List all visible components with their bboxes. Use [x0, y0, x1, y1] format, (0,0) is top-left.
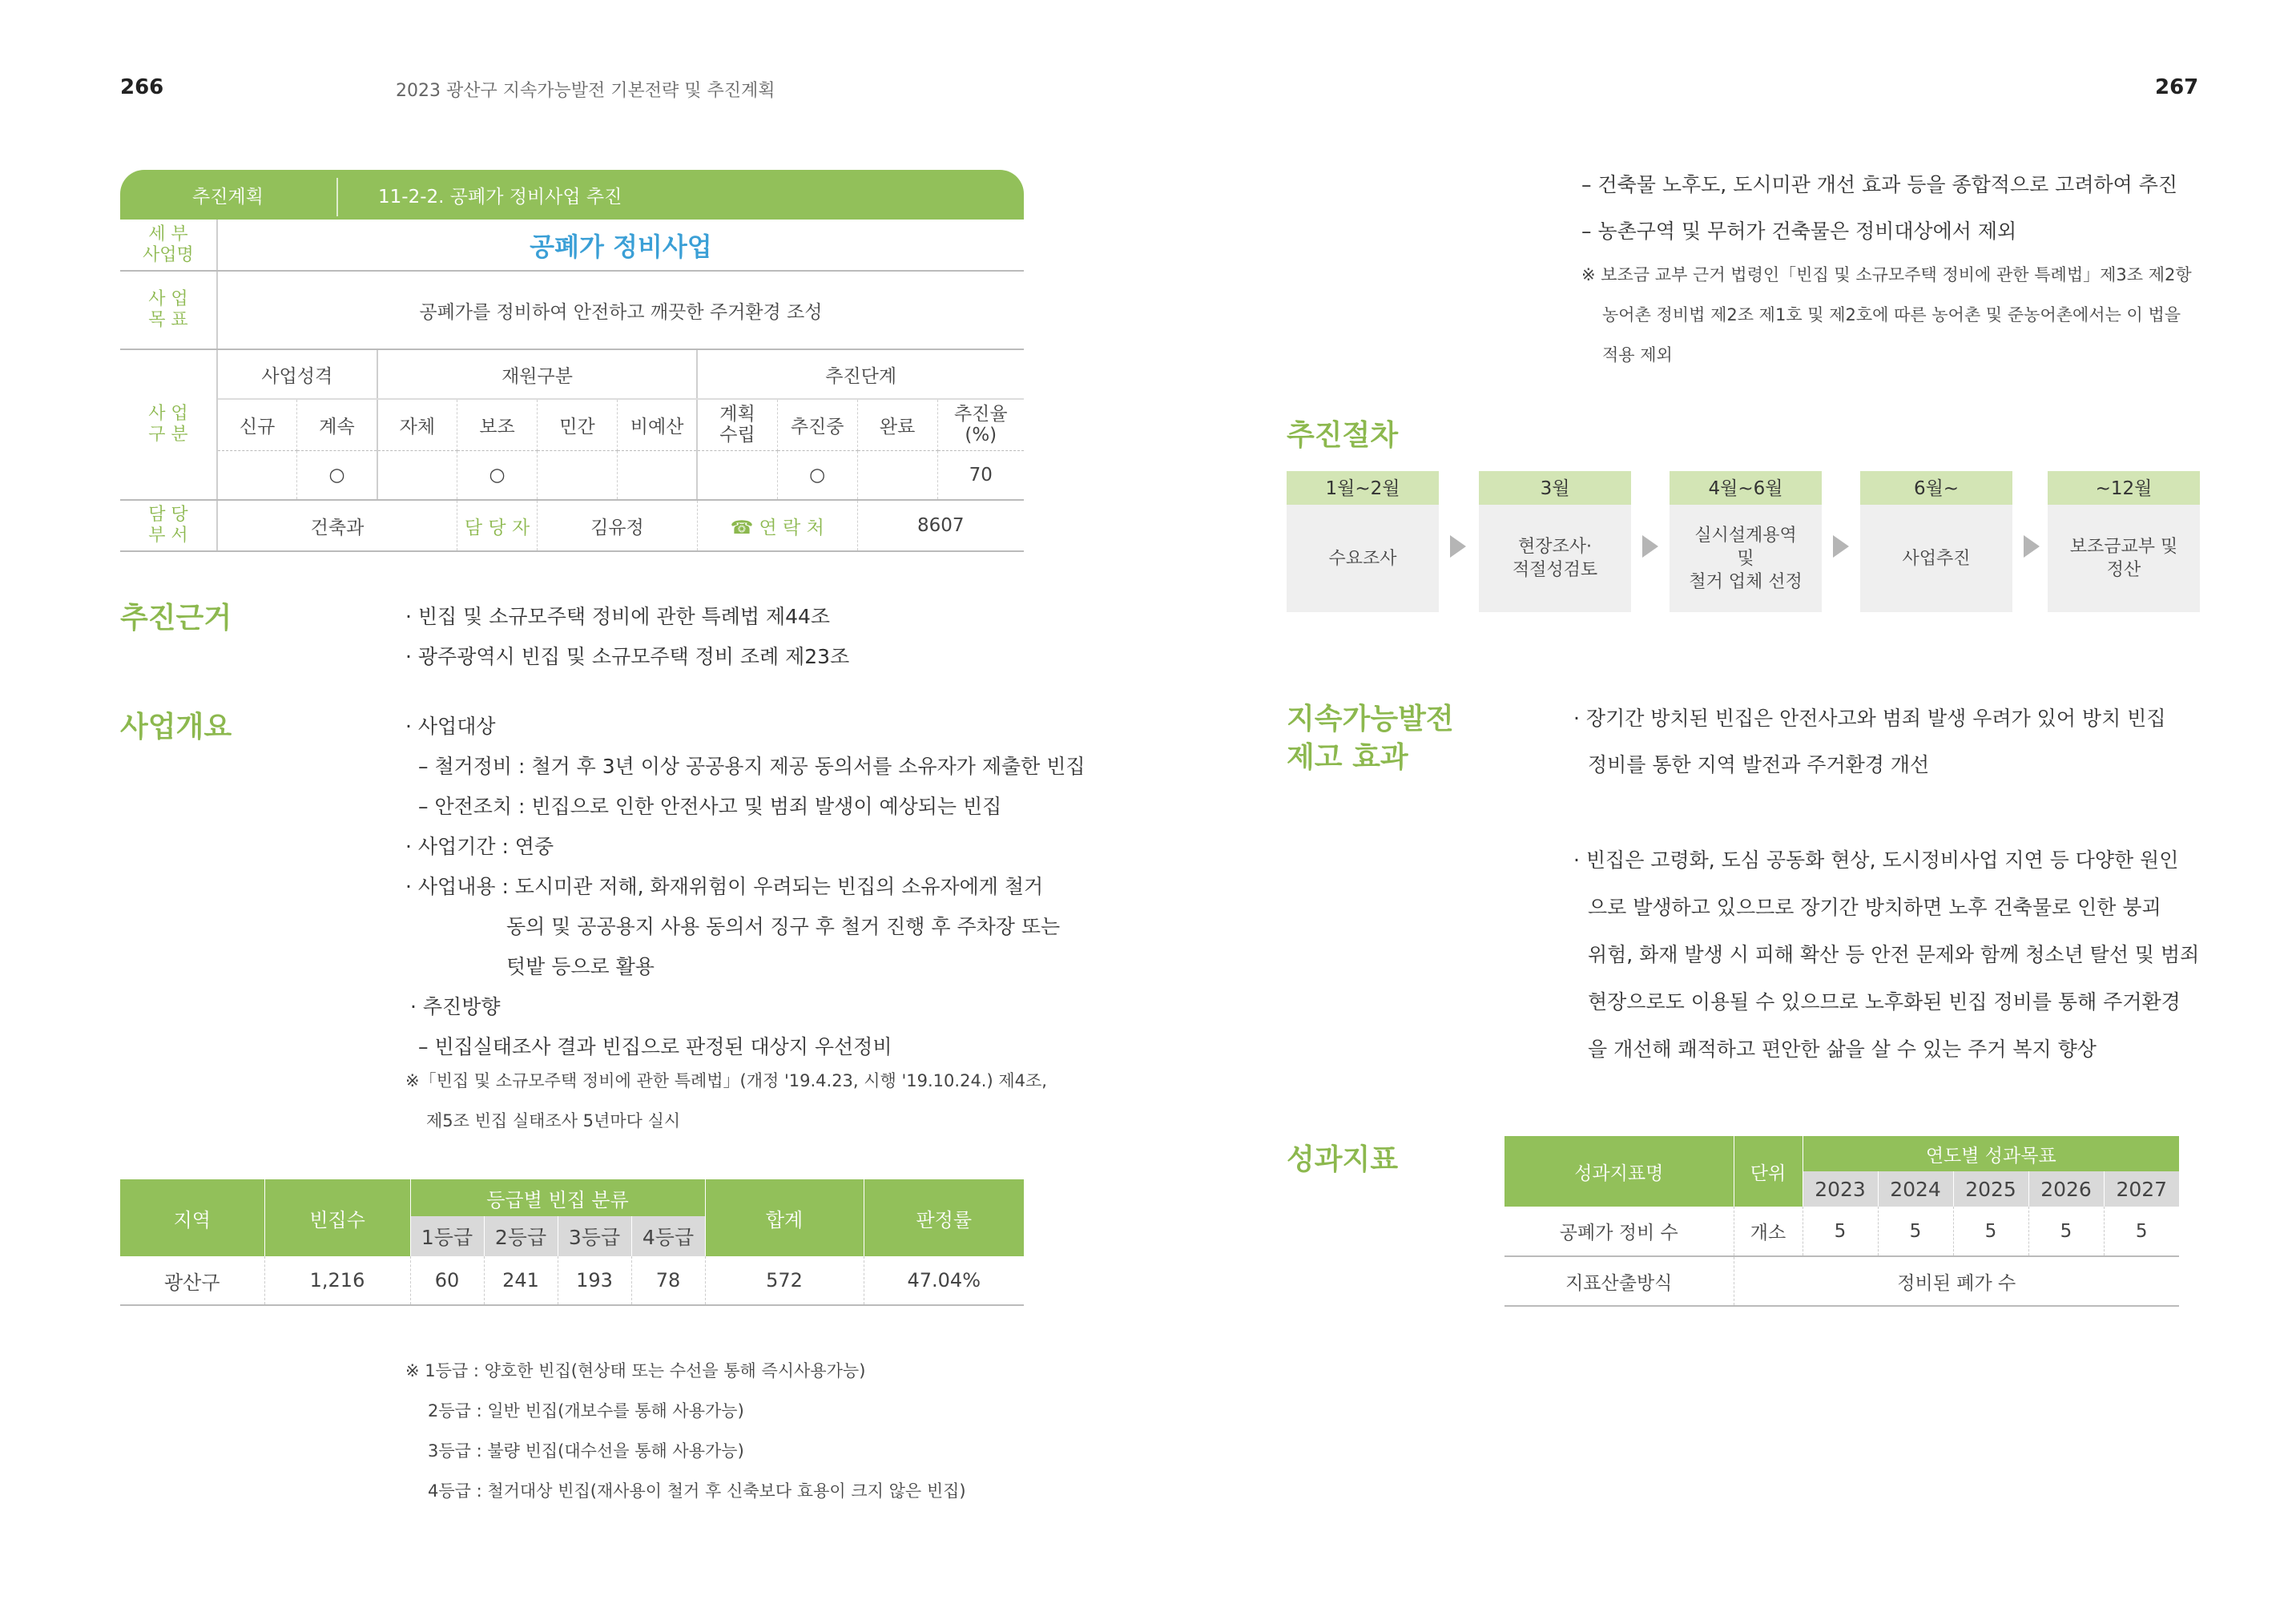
kpi-table [1504, 1136, 2179, 1307]
mark-new [217, 450, 297, 500]
overview-note-line: 제5조 빈집 실태조사 5년마다 실시 [426, 1111, 681, 1130]
header-total: 합계 [705, 1179, 864, 1256]
mark-subsidy: ○ [457, 450, 538, 500]
kpi-year: 2024 [1878, 1171, 1953, 1207]
manager-value: 김유정 [538, 500, 698, 551]
kpi-method: 정비된 폐가 수 [1734, 1256, 2179, 1306]
grade-note-line: ※ 1등급 : 양호한 빈집(현상태 또는 수선을 통해 즉시사용가능) [405, 1361, 866, 1380]
right-intro-line: – 건축물 노후도, 도시미관 개선 효과 등을 종합적으로 고려하여 추진 [1581, 173, 2178, 196]
step-label: 현장조사· 적절성검토 [1512, 537, 1598, 580]
overview-title: 사업개요 [120, 711, 232, 744]
cell-grade-2: 241 [484, 1256, 558, 1305]
col-new: 신규 [217, 399, 297, 450]
mark-complete [857, 450, 937, 500]
overview-line: · 사업기간 : 연중 [405, 835, 554, 858]
effect-line: 을 개선해 쾌적하고 편안한 삶을 살 수 있는 주거 복지 향상 [1588, 1038, 2097, 1061]
effect-para-1 [1573, 695, 2165, 788]
kpi-method-label: 지표산출방식 [1504, 1256, 1734, 1306]
header-grade-4: 4등급 [631, 1216, 705, 1256]
kpi-unit: 개소 [1734, 1207, 1803, 1256]
mark-private [538, 450, 618, 500]
step-label: 수요조사 [1328, 548, 1397, 569]
effect-title [1287, 700, 1454, 777]
overview-line: · 사업내용 : 도시미관 저해, 화재위험이 우려되는 빈집의 소유자에게 철거 [405, 875, 1044, 898]
plan-header-code: 11-2-2. 공폐가 정비사업 추진 [378, 187, 622, 208]
group-funding: 재원구분 [377, 349, 698, 399]
header-grade-3: 3등급 [558, 1216, 631, 1256]
overview-line: – 철거정비 : 철거 후 3년 이상 공공용지 제공 동의서를 소유자가 제출한 빈집 [418, 755, 1086, 778]
overview-line: 동의 및 공공용지 사용 동의서 징구 후 철거 진행 후 주차장 또는 [506, 915, 1061, 938]
effect-line: 현장으로도 이용될 수 있으므로 노후화된 빈집 정비를 통해 주거환경 [1588, 990, 2181, 1014]
col-private: 민간 [538, 399, 618, 450]
right-note-line: 적용 제외 [1602, 345, 1673, 365]
header-grade-group: 등급별 빈집 분류 [410, 1179, 705, 1216]
right-intro-list [1581, 162, 2177, 255]
sub-project-label: 세 부 사업명 [120, 220, 217, 271]
effect-line: 으로 발생하고 있으므로 장기간 방치하면 노후 건축물로 인한 붕괴 [1588, 896, 2161, 919]
kpi-name: 공폐가 정비 수 [1504, 1207, 1734, 1256]
col-nonbudget: 비예산 [617, 399, 697, 450]
cell-grade-4: 78 [631, 1256, 705, 1305]
header-count: 빈집수 [264, 1179, 410, 1256]
kpi-value: 5 [1878, 1207, 1953, 1256]
kpi-header-unit: 단위 [1734, 1136, 1803, 1207]
mark-planning [697, 450, 777, 500]
cell-region: 광산구 [120, 1256, 264, 1305]
table-row [120, 1256, 1024, 1305]
basis-item: · 빈집 및 소규모주택 정비에 관한 특례법 제44조 [405, 605, 831, 628]
grade-notes [405, 1351, 966, 1511]
basis-title: 추진근거 [120, 602, 232, 635]
mark-nonbudget [617, 450, 697, 500]
procedure-step [2048, 471, 2200, 612]
plan-table [120, 220, 1024, 552]
basis-item: · 광주광역시 빈집 및 소규모주택 정비 조례 제23조 [405, 645, 850, 668]
contact-label: ☎ 연 락 처 [697, 500, 857, 551]
arrow-right-icon [1642, 535, 1658, 558]
plan-header-divider [336, 178, 338, 216]
contact-value: 8607 [857, 500, 1024, 551]
effect-line: · 장기간 방치된 빈집은 안전사고와 범죄 발생 우려가 있어 방치 빈집 [1573, 707, 2166, 730]
col-continuing: 계속 [297, 399, 377, 450]
manager-label: 담 당 자 [457, 500, 538, 551]
header-grade-2: 2등급 [484, 1216, 558, 1256]
goal-text: 공폐가를 정비하여 안전하고 깨끗한 주거환경 조성 [217, 271, 1024, 349]
effect-para-2 [1573, 836, 2199, 1073]
sub-project-name: 공폐가 정비사업 [217, 220, 1024, 271]
kpi-value: 5 [1953, 1207, 2028, 1256]
kpi-value: 5 [2028, 1207, 2104, 1256]
col-in-progress: 추진중 [777, 399, 857, 450]
procedure-step [1479, 471, 1631, 612]
header-rate: 판정률 [864, 1179, 1024, 1256]
overview-line: – 빈집실태조사 결과 빈집으로 판정된 대상지 우선정비 [418, 1035, 892, 1058]
effect-title-line: 제고 효과 [1287, 741, 1408, 774]
procedure-step [1287, 471, 1439, 612]
col-subsidy: 보조 [457, 399, 538, 450]
right-note-line: ※ 보조금 교부 근거 법령인「빈집 및 소규모주택 정비에 관한 특례법」제3조 제2항 [1581, 265, 2192, 284]
kpi-year: 2027 [2104, 1171, 2179, 1207]
effect-line: 정비를 통한 지역 발전과 주거환경 개선 [1588, 753, 1930, 776]
grade-note-line: 4등급 : 철거대상 빈집(재사용이 철거 후 신축보다 효용이 크지 않은 빈집) [428, 1481, 966, 1501]
goal-label: 사 업 목 표 [120, 271, 217, 349]
overview-line: · 추진방향 [410, 995, 501, 1018]
grade-note-line: 2등급 : 일반 빈집(개보수를 통해 사용가능) [428, 1401, 744, 1421]
procedure-step [1860, 471, 2012, 612]
overview-line: · 사업대상 [405, 715, 496, 738]
cell-grade-1: 60 [410, 1256, 484, 1305]
header-grade-1: 1등급 [410, 1216, 484, 1256]
cell-count: 1,216 [264, 1256, 410, 1305]
step-period: ~12월 [2048, 471, 2200, 505]
plan-table-header [120, 170, 1024, 220]
step-period: 4월~6월 [1670, 471, 1822, 505]
cell-total: 572 [705, 1256, 864, 1305]
step-label: 사업추진 [1902, 548, 1971, 569]
step-period: 6월~ [1860, 471, 2012, 505]
right-page-number: 267 [2155, 75, 2199, 99]
right-intro-line: – 농촌구역 및 무허가 건축물은 정비대상에서 제외 [1581, 220, 2017, 243]
arrow-right-icon [2024, 535, 2040, 558]
overview-note [405, 1061, 1047, 1141]
overview-line: 텃밭 등으로 활용 [506, 955, 655, 978]
procedure-step [1670, 471, 1822, 612]
col-complete: 완료 [857, 399, 937, 450]
mark-continuing: ○ [297, 450, 377, 500]
kpi-year: 2025 [1953, 1171, 2028, 1207]
mark-own [377, 450, 457, 500]
col-own: 자체 [377, 399, 457, 450]
left-page-number: 266 [120, 75, 164, 99]
procedure-title: 추진절차 [1287, 419, 1399, 452]
overview-list [405, 707, 1086, 1067]
kpi-value: 5 [1803, 1207, 1878, 1256]
group-nature: 사업성격 [217, 349, 377, 399]
progress-rate-value: 70 [937, 450, 1024, 500]
basis-list [405, 597, 849, 677]
cell-grade-3: 193 [558, 1256, 631, 1305]
running-title: 2023 광산구 지속가능발전 기본전략 및 추진계획 [396, 81, 775, 101]
effect-title-line: 지속가능발전 [1287, 703, 1454, 735]
kpi-value: 5 [2104, 1207, 2179, 1256]
effect-line: · 빈집은 고령화, 도심 공동화 현상, 도시정비사업 지연 등 다양한 원인 [1573, 848, 2179, 872]
right-note [1581, 255, 2192, 375]
right-note-line: 농어촌 정비법 제2조 제1호 및 제2호에 따른 농어촌 및 준농어촌에서는 이 법을 [1602, 305, 2181, 324]
effect-line: 위험, 화재 발생 시 피해 확산 등 안전 문제와 함께 청소년 탈선 및 범죄 [1588, 943, 2200, 966]
overview-line: – 안전조치 : 빈집으로 인한 안전사고 및 범죄 발생이 예상되는 빈집 [418, 795, 1002, 818]
kpi-year: 2026 [2028, 1171, 2104, 1207]
overview-note-line: ※「빈집 및 소규모주택 정비에 관한 특례법」(개정 '19.4.23, 시행 '19.10.24.) 제4조, [405, 1071, 1047, 1090]
cell-rate: 47.04% [864, 1256, 1024, 1305]
table-row [1504, 1207, 2179, 1256]
vacancy-table [120, 1179, 1024, 1306]
arrow-right-icon [1833, 535, 1849, 558]
col-progress-rate: 추진율 (%) [937, 399, 1024, 450]
step-label: 보조금교부 및 정산 [2069, 537, 2178, 580]
step-period: 1월~2월 [1287, 471, 1439, 505]
mark-in-progress: ○ [777, 450, 857, 500]
step-period: 3월 [1479, 471, 1631, 505]
grade-note-line: 3등급 : 불량 빈집(대수선을 통해 사용가능) [428, 1441, 744, 1461]
dept-label: 담 당 부 서 [120, 500, 217, 551]
table-row [1504, 1256, 2179, 1306]
kpi-year: 2023 [1803, 1171, 1878, 1207]
header-region: 지역 [120, 1179, 264, 1256]
category-label: 사 업 구 분 [120, 349, 217, 500]
kpi-header-name: 성과지표명 [1504, 1136, 1734, 1207]
kpi-title: 성과지표 [1287, 1143, 1399, 1176]
arrow-right-icon [1450, 535, 1466, 558]
col-planning: 계획 수립 [697, 399, 777, 450]
kpi-header-group: 연도별 성과목표 [1803, 1136, 2179, 1171]
dept-value: 건축과 [217, 500, 457, 551]
step-label: 실시설계용역 및 철거 업체 선정 [1689, 525, 1803, 592]
plan-header-label: 추진계획 [192, 187, 264, 208]
group-stage: 추진단계 [697, 349, 1024, 399]
